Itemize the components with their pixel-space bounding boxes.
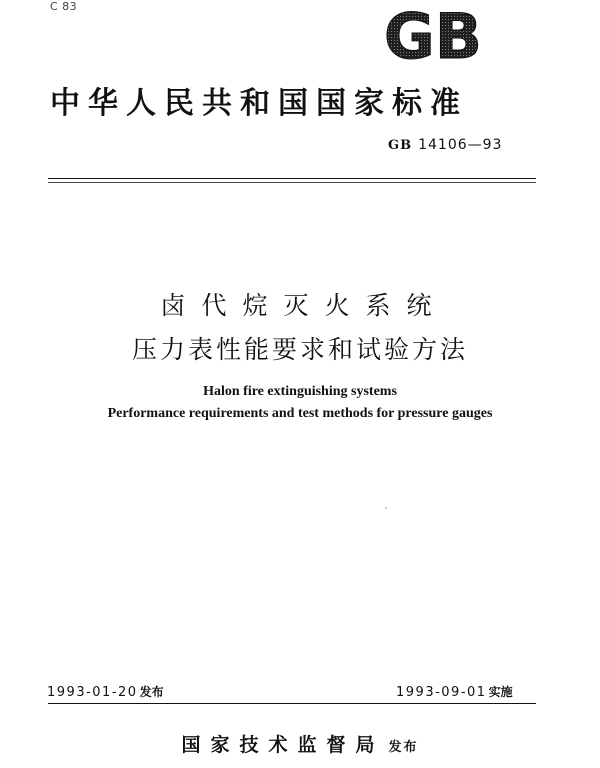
issue-date-label: 发布 — [139, 685, 164, 699]
standard-category-title: 中华人民共和国国家标准 — [50, 86, 468, 121]
chinese-title-line2: 压力表性能要求和试验方法 — [131, 335, 468, 364]
header-divider — [48, 178, 536, 179]
scan-speck — [385, 507, 387, 509]
standard-number — [388, 137, 502, 153]
implementation-date-value: 1993-09-01 — [396, 685, 487, 700]
classification-code: C 83 — [50, 0, 78, 13]
publisher-line — [0, 730, 600, 757]
chinese-title-line1: 卤代烷灭火系统 — [160, 291, 448, 320]
english-title-line2: Performance requirements and test methods for pressure gauges — [107, 406, 493, 421]
standard-number-value: 14106—93 — [418, 137, 503, 153]
gb-logo — [372, 6, 494, 62]
english-title-line1: Halon fire extinguishing systems — [203, 384, 397, 399]
issue-date-value: 1993-01-20 — [47, 685, 138, 700]
implementation-date — [396, 683, 513, 700]
publisher-name: 国家技术监督局 — [181, 734, 385, 756]
issue-date — [47, 683, 164, 700]
footer-divider — [48, 703, 536, 704]
header-divider-thin — [48, 182, 536, 183]
publish-label: 发布 — [388, 740, 419, 755]
standard-prefix: GB — [388, 138, 413, 153]
gb-logo-text: GB — [383, 6, 483, 62]
implementation-date-label: 实施 — [488, 685, 513, 699]
